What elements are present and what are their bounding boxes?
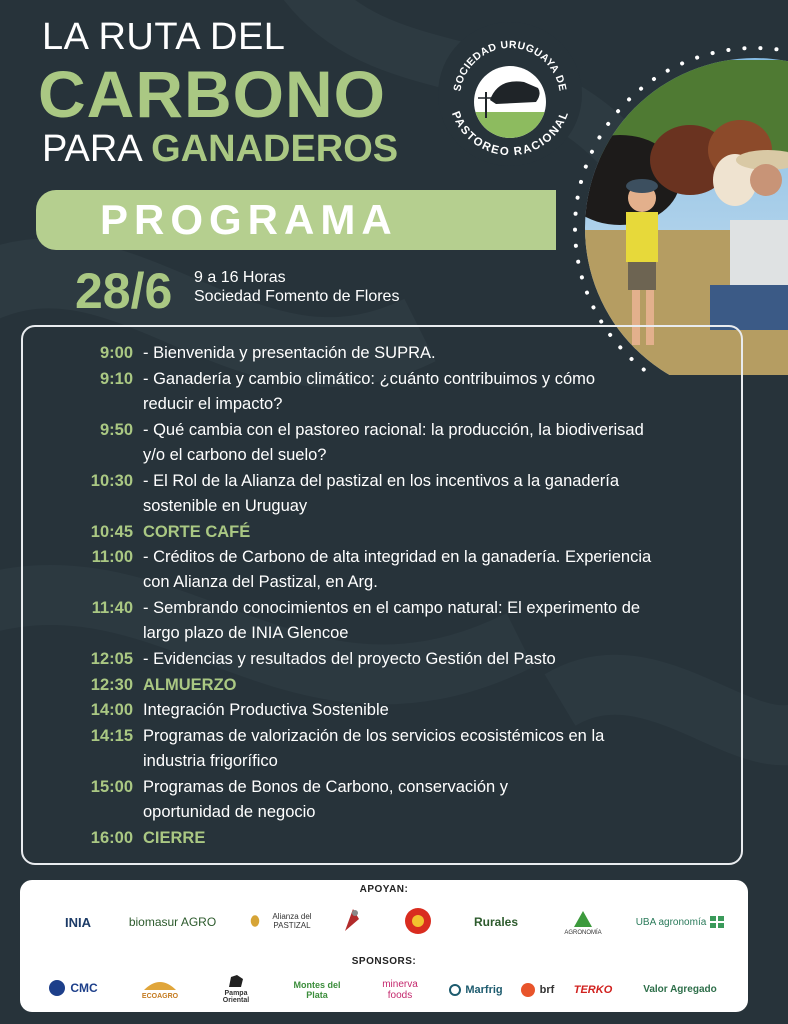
schedule-description-line: y/o el carbono del suelo? — [143, 445, 327, 464]
title-line-1: LA RUTA DEL — [42, 16, 286, 58]
schedule-description-line: - El Rol de la Alianza del pastizal en los incentivos a la ganadería — [143, 471, 620, 490]
schedule-description — [133, 647, 703, 672]
uba-agronomia-logo: UBA agronomía — [630, 910, 730, 934]
schedule-description-line: ALMUERZO — [143, 675, 237, 694]
schedule-description-line: - Evidencias y resultados del proyecto Gestión del Pasto — [143, 650, 556, 668]
schedule-time: 10:45 — [90, 522, 133, 541]
plan-agropecuario-logo — [398, 902, 438, 940]
schedule-description-line: - Créditos de Carbono de alta integridad en la ganadería. Experiencia — [143, 548, 652, 566]
cmc-logo: CMC — [48, 974, 98, 1002]
schedule-item — [21, 647, 703, 672]
schedule-item — [21, 596, 703, 646]
bird-logo — [338, 902, 368, 938]
title-line-3 — [42, 128, 398, 171]
schedule-time: 12:05 — [90, 650, 133, 668]
schedule-time: 14:00 — [90, 701, 133, 719]
apoyan-label: APOYAN: — [359, 884, 409, 895]
schedule-description — [133, 596, 703, 646]
schedule-time: 15:00 — [90, 777, 133, 796]
valor-agregado-logo: Valor Agregado — [643, 983, 717, 995]
schedule-item — [21, 469, 703, 519]
schedule-description-line: CORTE CAFÉ — [143, 522, 251, 541]
schedule-item — [21, 520, 703, 545]
schedule-item — [21, 724, 703, 774]
schedule-time: 10:30 — [90, 471, 133, 490]
supra-logo — [438, 22, 582, 166]
logo-bottom-text: PASTOREO RACIONAL — [448, 109, 572, 159]
brf-logo: brf — [512, 976, 562, 1004]
sponsors-label: SPONSORS: — [351, 956, 417, 967]
schedule-description-line: - Bienvenida y presentación de SUPRA. — [143, 344, 436, 362]
schedule-description-line: sostenible en Uruguay — [143, 496, 308, 515]
schedule-time: 12:30 — [90, 675, 133, 694]
schedule-description — [133, 341, 703, 366]
schedule-description — [133, 698, 703, 723]
schedule-description-line: CIERRE — [143, 828, 206, 847]
pampa-oriental-logo: Pampa Oriental — [216, 970, 256, 1006]
schedule-description-line: Programas de Bonos de Carbono, conservación y — [143, 777, 509, 796]
schedule-item — [21, 545, 703, 595]
schedule-item — [21, 418, 703, 468]
title-line-3-accent: GANADEROS — [151, 128, 399, 170]
schedule-description — [133, 826, 703, 851]
event-venue: Sociedad Fomento de Flores — [194, 288, 400, 305]
schedule-description-line: Programas de valorización de los servicios ecosistémicos en la — [143, 726, 605, 745]
schedule-time: 16:00 — [90, 828, 133, 847]
schedule-description-line: Integración Productiva Sostenible — [143, 701, 389, 719]
logo-top-text: SOCIEDAD URUGUAYA DE — [451, 38, 569, 93]
schedule-description — [133, 775, 703, 825]
schedule-time: 9:00 — [99, 344, 133, 362]
programa-label: PROGRAMA — [100, 196, 398, 243]
schedule-time: 9:10 — [99, 369, 133, 388]
title-line-2: CARBONO — [38, 57, 386, 131]
schedule-item — [21, 341, 703, 366]
terko-logo: TERKO — [573, 984, 613, 996]
schedule-description — [133, 367, 703, 417]
schedule-description-line: largo plazo de INIA Glencoe — [143, 624, 349, 642]
schedule-description-line: - Sembrando conocimientos en el campo natural: El experimento de — [143, 599, 641, 617]
schedule-description-line: con Alianza del Pastizal, en Arg. — [143, 573, 378, 591]
schedule-description — [133, 724, 703, 774]
schedule-item — [21, 673, 703, 698]
schedule-description-line: industria frigorífico — [143, 751, 278, 770]
montes-del-plata-logo: Montes del Plata — [293, 980, 341, 1000]
event-hours: 9 a 16 Horas — [194, 269, 286, 286]
ecoagro-logo: ECOAGRO — [130, 972, 190, 1006]
sponsor-panel — [20, 880, 748, 1012]
schedule-time: 14:15 — [90, 726, 133, 745]
biomasur-logo: biomasur AGRO — [128, 915, 217, 929]
schedule-description — [133, 469, 703, 519]
schedule-description-line: - Ganadería y cambio climático: ¿cuánto contribuimos y cómo — [143, 369, 596, 388]
rurales-logo: Rurales — [473, 915, 519, 929]
schedule-time: 11:40 — [91, 599, 133, 617]
schedule-time: 9:50 — [99, 420, 133, 439]
title-line-3-prefix: PARA — [42, 128, 141, 170]
inia-logo: INIA — [65, 914, 91, 930]
event-date: 28/6 — [75, 263, 173, 319]
marfrig-logo: Marfrig — [436, 976, 516, 1004]
schedule-description-line: - Qué cambia con el pastoreo racional: la producción, la biodiverisad — [143, 420, 644, 439]
schedule-description-line: oportunidad de negocio — [143, 802, 316, 821]
schedule-description — [133, 520, 703, 545]
schedule-time: 11:00 — [91, 548, 133, 566]
schedule-item — [21, 698, 703, 723]
agronomia-udelar-logo: AGRONOMÍA — [550, 902, 616, 942]
schedule-item — [21, 826, 703, 851]
schedule-description — [133, 673, 703, 698]
schedule-item — [21, 775, 703, 825]
schedule-description — [133, 545, 703, 595]
minerva-foods-logo: minerva foods — [382, 979, 418, 1001]
alianza-pastizal-logo: Alianza del PASTIZAL — [250, 906, 320, 936]
event-info — [194, 268, 399, 306]
schedule-item — [21, 367, 703, 417]
schedule-description-line: reducir el impacto? — [143, 394, 283, 413]
schedule-description — [133, 418, 703, 468]
